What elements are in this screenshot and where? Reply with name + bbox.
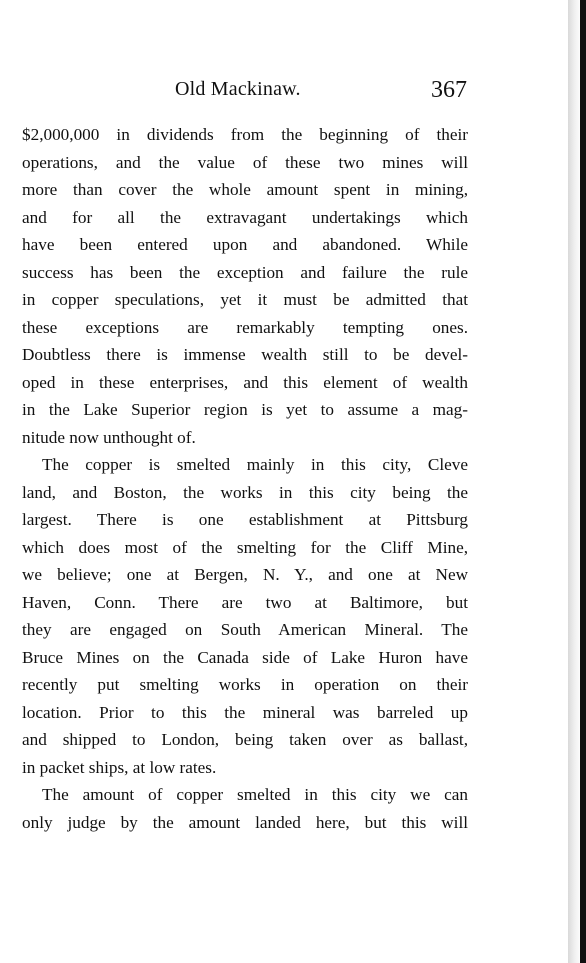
text-line: land, and Boston, the works in this city being the (22, 482, 468, 502)
text-line: more than cover the whole amount spent in mining, (22, 180, 468, 199)
text-line: recently put smelting works in operation on their (22, 675, 468, 694)
text-line: The amount of copper smelted in this city we can (42, 785, 468, 804)
page-number: 367 (431, 77, 467, 103)
text-line: largest. There is one establishment at Pittsburg (22, 510, 468, 529)
text-line: and for all the extravagant undertakings which (22, 207, 468, 227)
text-line: oped in these enterprises, and this element of wealth (22, 372, 468, 392)
text-line: location. Prior to this the mineral was barreled up (22, 702, 468, 722)
text-line: nitude now unthought of. (22, 427, 196, 447)
page-header (0, 78, 586, 108)
text-line: in the Lake Superior region is yet to assume a mag- (22, 400, 468, 419)
text-line: which does most of the smelting for the Cliff Mine, (22, 537, 468, 557)
text-line: The copper is smelted mainly in this city, Cleve (42, 455, 468, 474)
text-line: these exceptions are remarkably tempting ones. (22, 317, 468, 337)
text-line: in packet ships, at low rates. (22, 757, 217, 777)
text-line: we believe; one at Bergen, N. Y., and one at New (22, 565, 468, 584)
text-line: success has been the exception and failure the rule (22, 262, 468, 282)
text-line: operations, and the value of these two mines will (22, 152, 468, 172)
text-line: and shipped to London, being taken over as ballast, (22, 730, 468, 749)
text-line: Doubtless there is immense wealth still to be devel- (22, 345, 468, 364)
text-line: they are engaged on South American Mineral. The (22, 620, 468, 639)
running-title: Old Mackinaw. (175, 78, 301, 100)
text-line: $2,000,000 in dividends from the beginning of their (22, 125, 468, 144)
text-line: Bruce Mines on the Canada side of Lake Huron have (22, 647, 468, 667)
text-line: only judge by the amount landed here, but this will (22, 812, 468, 832)
text-line: have been entered upon and abandoned. While (22, 235, 468, 254)
body-text (22, 121, 468, 836)
text-line: in copper speculations, yet it must be admitted that (22, 290, 468, 309)
text-line: Haven, Conn. There are two at Baltimore, but (22, 592, 468, 612)
page-edge (580, 0, 586, 963)
